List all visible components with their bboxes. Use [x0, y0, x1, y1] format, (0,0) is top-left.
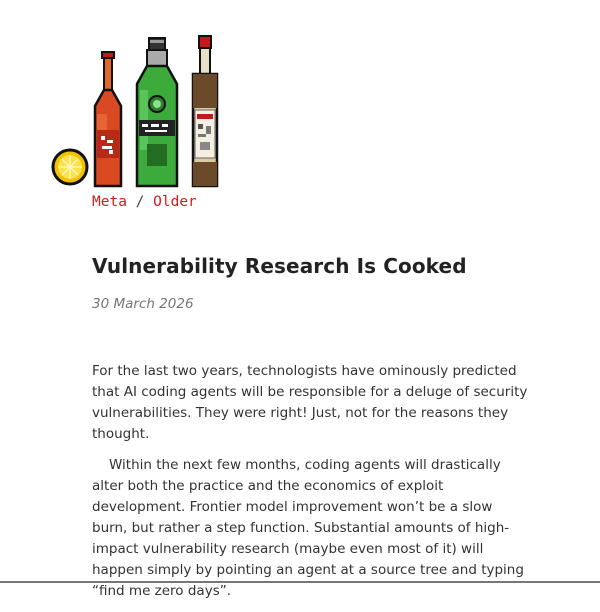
beige-bottle-icon	[193, 36, 217, 186]
orange-bottle-icon	[95, 52, 121, 186]
bottom-divider	[0, 581, 600, 583]
green-bottle-icon	[137, 38, 177, 186]
post-date: 30 March 2026	[92, 296, 194, 312]
article-paragraph: Within the next few months, coding agents will drastically alter both the practice and the economics of exploit development. Frontier model improvement won’t be a slow burn, but rather a step function. Substantial amounts of high-impact vulnerability research (maybe even most of it) will happen simply by pointing an agent at a source tree and typing “find me zero days”.	[92, 457, 524, 599]
article-body	[92, 361, 528, 612]
nav-separator: /	[135, 194, 145, 210]
article-paragraph: For the last two years, technologists have ominously predicted that AI coding agents will be responsible for a deluge of security vulnerabilities. They were right! Just, not for the reasons they thought.	[92, 363, 528, 442]
meta-link[interactable]: Meta	[92, 194, 127, 210]
older-link[interactable]: Older	[153, 194, 197, 210]
site-logo-bottles-icon[interactable]	[47, 34, 227, 194]
page-title: Vulnerability Research Is Cooked	[92, 254, 467, 278]
lemon-slice-icon	[53, 150, 87, 184]
post-navigation	[92, 194, 197, 210]
